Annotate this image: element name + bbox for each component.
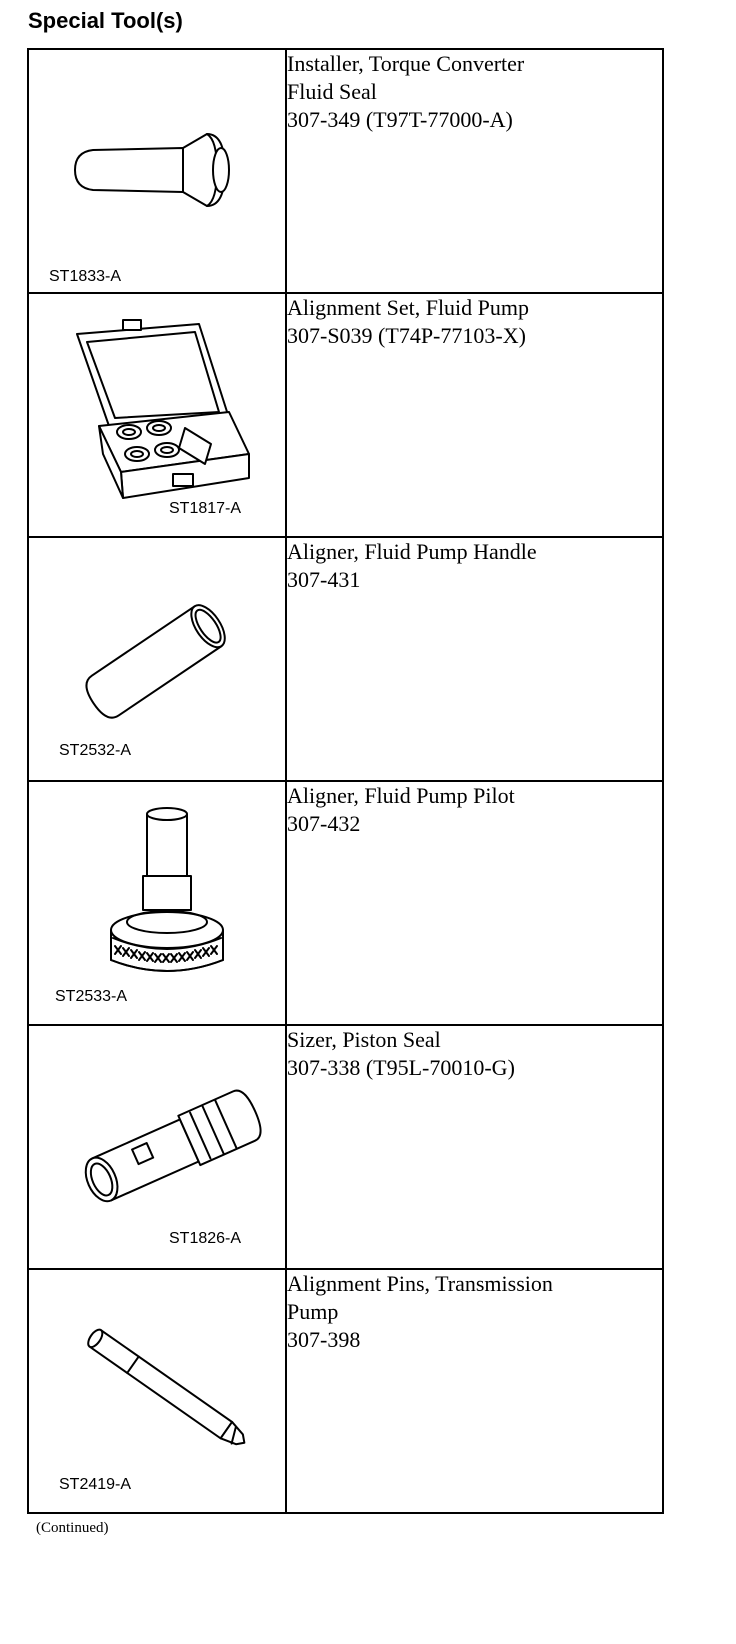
tool-illustration-cell — [28, 1025, 286, 1269]
tool-illustration-cell — [28, 537, 286, 781]
tool-code: ST1833-A — [49, 268, 122, 285]
tool-description-cell — [286, 1269, 663, 1513]
tool-part-number: 307-338 (T95L-70010-G) — [287, 1055, 515, 1080]
tool-name: Alignment Pins, Transmission — [287, 1271, 553, 1296]
tool-name: Alignment Set, Fluid Pump — [287, 295, 530, 320]
tool-part-number: 307-349 (T97T-77000-A) — [287, 107, 513, 132]
tool-code: ST1817-A — [169, 500, 242, 517]
section-title: Special Tool(s) — [28, 8, 183, 33]
tool-part-number: 307-S039 (T74P-77103-X) — [287, 323, 526, 348]
tool-description-cell — [286, 537, 663, 781]
tool-description-cell — [286, 49, 663, 293]
tool-name: Aligner, Fluid Pump Handle — [287, 539, 537, 564]
tool-part-number: 307-432 — [287, 811, 361, 836]
tool-part-number: 307-431 — [287, 567, 361, 592]
fluid-pump-alignment-set-case-icon — [29, 294, 285, 536]
tool-name-continued: Pump — [287, 1299, 339, 1324]
tool-illustration-cell — [28, 781, 286, 1025]
special-tools-table — [27, 48, 664, 1514]
tool-name-continued: Fluid Seal — [287, 79, 377, 104]
tool-description-cell — [286, 293, 663, 537]
table-row — [28, 293, 663, 537]
tool-name: Aligner, Fluid Pump Pilot — [287, 783, 515, 808]
table-row — [28, 537, 663, 781]
tool-description-cell — [286, 781, 663, 1025]
tool-code: ST2419-A — [59, 1476, 132, 1493]
tool-name: Installer, Torque Converter — [287, 51, 525, 76]
piston-seal-sizer-icon — [29, 1026, 285, 1268]
tool-illustration-cell — [28, 293, 286, 537]
table-row — [28, 49, 663, 293]
tool-name: Sizer, Piston Seal — [287, 1027, 441, 1052]
tool-code: ST2532-A — [59, 742, 132, 759]
tool-illustration-cell — [28, 1269, 286, 1513]
table-row — [28, 1269, 663, 1513]
torque-converter-seal-installer-icon — [29, 50, 285, 292]
continued-note: (Continued) — [36, 1520, 109, 1536]
table-row — [28, 1025, 663, 1269]
tool-code: ST2533-A — [55, 988, 128, 1005]
table-row — [28, 781, 663, 1025]
tool-illustration-cell — [28, 49, 286, 293]
tool-description-cell — [286, 1025, 663, 1269]
tool-part-number: 307-398 — [287, 1327, 361, 1352]
tool-code: ST1826-A — [169, 1230, 242, 1247]
